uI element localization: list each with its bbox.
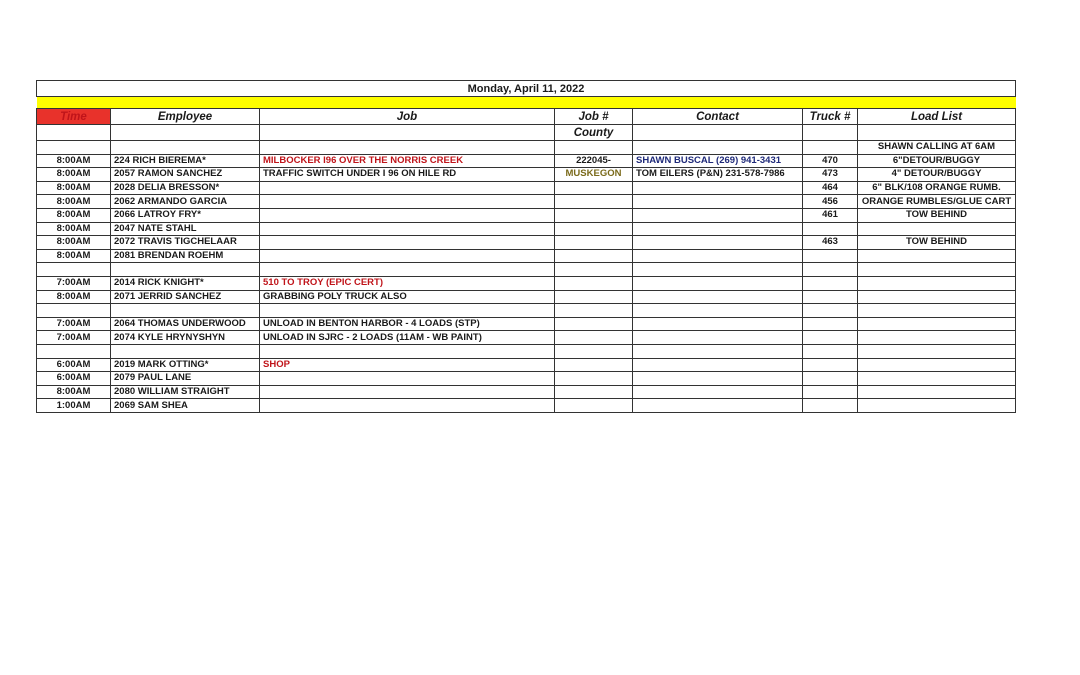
job-number-cell [555,358,633,372]
load-list-cell: TOW BEHIND [858,208,1016,222]
time-column-header: Time [37,109,111,125]
job-number-cell [555,263,633,277]
empty-cell [260,125,555,141]
schedule-row [37,154,1016,168]
truck-number-cell [803,331,858,345]
empty-cell [803,125,858,141]
schedule-row [37,385,1016,399]
schedule-row [37,399,1016,413]
truck-number-cell: 470 [803,154,858,168]
job-number-cell [555,276,633,290]
contact-cell: TOM EILERS (P&N) 231-578-7986 [633,168,803,182]
employee-cell [111,304,260,318]
job-cell [260,249,555,263]
employee-cell: 2064 THOMAS UNDERWOOD [111,317,260,331]
contact-column-header: Contact [633,109,803,125]
contact-cell [633,304,803,318]
schedule-row [37,344,1016,358]
truck-number-cell [803,317,858,331]
time-cell: 8:00AM [37,168,111,182]
yellow-highlight-band [37,97,1016,109]
job-number-cell [555,181,633,195]
load-list-cell [858,263,1016,277]
contact-cell [633,195,803,209]
truck-number-cell [803,372,858,386]
schedule-row [37,372,1016,386]
employee-cell: 2080 WILLIAM STRAIGHT [111,385,260,399]
empty-cell [633,125,803,141]
job-cell: MILBOCKER I96 OVER THE NORRIS CREEK [260,154,555,168]
load-list-cell [858,222,1016,236]
time-cell: 8:00AM [37,236,111,250]
load-list-cell: 4" DETOUR/BUGGY [858,168,1016,182]
job-cell [260,141,555,155]
employee-cell [111,344,260,358]
time-cell: 8:00AM [37,208,111,222]
job-cell: TRAFFIC SWITCH UNDER I 96 ON HILE RD [260,168,555,182]
truck-number-cell: 456 [803,195,858,209]
time-cell: 7:00AM [37,276,111,290]
job-number-cell: MUSKEGON [555,168,633,182]
employee-cell: 224 RICH BIEREMA* [111,154,260,168]
time-cell [37,344,111,358]
schedule-row [37,276,1016,290]
empty-cell [37,125,111,141]
schedule-row [37,304,1016,318]
load-list-cell: 6" BLK/108 ORANGE RUMB. [858,181,1016,195]
contact-cell [633,372,803,386]
employee-cell: 2072 TRAVIS TIGCHELAAR [111,236,260,250]
employee-cell: 2047 NATE STAHL [111,222,260,236]
time-cell [37,304,111,318]
load-list-cell [858,358,1016,372]
truck-number-cell: 461 [803,208,858,222]
time-cell: 6:00AM [37,372,111,386]
load-list-cell [858,399,1016,413]
empty-cell [111,125,260,141]
job-number-cell [555,141,633,155]
time-cell: 8:00AM [37,222,111,236]
employee-cell: 2014 RICK KNIGHT* [111,276,260,290]
contact-cell [633,236,803,250]
load-list-cell [858,372,1016,386]
contact-cell [633,263,803,277]
job-cell [260,385,555,399]
truck-number-cell [803,276,858,290]
schedule-row [37,249,1016,263]
load-list-cell [858,290,1016,304]
schedule-row [37,208,1016,222]
schedule-row [37,331,1016,345]
job-number-cell [555,195,633,209]
job-number-column-header: Job # [555,109,633,125]
schedule-row [37,141,1016,155]
load-list-cell [858,344,1016,358]
employee-cell [111,263,260,277]
time-cell: 8:00AM [37,195,111,209]
employee-cell: 2079 PAUL LANE [111,372,260,386]
job-number-cell [555,290,633,304]
truck-number-cell [803,290,858,304]
contact-cell [633,317,803,331]
contact-cell [633,141,803,155]
job-cell [260,372,555,386]
job-number-cell [555,385,633,399]
load-list-cell: SHAWN CALLING AT 6AM [858,141,1016,155]
load-list-column-header: Load List [858,109,1016,125]
time-cell: 8:00AM [37,290,111,304]
load-list-cell: TOW BEHIND [858,236,1016,250]
truck-number-cell [803,222,858,236]
job-number-cell: 222045- [555,154,633,168]
employee-cell [111,141,260,155]
employee-cell: 2028 DELIA BRESSON* [111,181,260,195]
truck-number-cell: 463 [803,236,858,250]
schedule-row [37,195,1016,209]
truck-number-cell [803,344,858,358]
job-number-cell [555,208,633,222]
employee-cell: 2019 MARK OTTING* [111,358,260,372]
contact-cell [633,399,803,413]
schedule-date-title: Monday, April 11, 2022 [37,81,1016,97]
employee-cell: 2066 LATROY FRY* [111,208,260,222]
truck-number-cell: 473 [803,168,858,182]
time-cell [37,141,111,155]
contact-cell [633,290,803,304]
job-cell [260,181,555,195]
employee-cell: 2074 KYLE HRYNYSHYN [111,331,260,345]
job-number-cell [555,317,633,331]
contact-cell [633,385,803,399]
truck-number-cell [803,249,858,263]
truck-number-cell [803,399,858,413]
job-number-cell [555,344,633,358]
truck-number-cell [803,263,858,277]
job-cell [260,195,555,209]
contact-cell [633,208,803,222]
contact-cell [633,331,803,345]
load-list-cell [858,317,1016,331]
job-cell: UNLOAD IN BENTON HARBOR - 4 LOADS (STP) [260,317,555,331]
schedule-row [37,263,1016,277]
truck-number-cell: 464 [803,181,858,195]
employee-cell: 2081 BRENDAN ROEHM [111,249,260,263]
job-number-cell [555,331,633,345]
load-list-cell: ORANGE RUMBLES/GLUE CART [858,195,1016,209]
contact-cell [633,276,803,290]
time-cell: 7:00AM [37,317,111,331]
load-list-cell [858,331,1016,345]
time-cell: 8:00AM [37,154,111,168]
truck-column-header: Truck # [803,109,858,125]
truck-number-cell [803,385,858,399]
job-number-cell [555,249,633,263]
employee-cell: 2062 ARMANDO GARCIA [111,195,260,209]
contact-cell [633,249,803,263]
job-cell [260,399,555,413]
job-cell: UNLOAD IN SJRC - 2 LOADS (11AM - WB PAINT) [260,331,555,345]
employee-cell: 2057 RAMON SANCHEZ [111,168,260,182]
truck-number-cell [803,141,858,155]
job-cell [260,263,555,277]
load-list-cell [858,249,1016,263]
job-number-cell [555,399,633,413]
time-cell: 8:00AM [37,181,111,195]
job-number-cell [555,304,633,318]
schedule-row [37,317,1016,331]
schedule-row [37,358,1016,372]
schedule-row [37,222,1016,236]
time-cell: 8:00AM [37,249,111,263]
load-list-cell [858,385,1016,399]
job-cell [260,208,555,222]
schedule-table [36,80,1016,413]
empty-cell [858,125,1016,141]
job-cell [260,236,555,250]
time-cell: 8:00AM [37,385,111,399]
load-list-cell [858,304,1016,318]
time-cell: 6:00AM [37,358,111,372]
contact-cell [633,181,803,195]
employee-column-header: Employee [111,109,260,125]
job-number-cell [555,372,633,386]
truck-number-cell [803,358,858,372]
contact-cell: SHAWN BUSCAL (269) 941-3431 [633,154,803,168]
schedule-row [37,236,1016,250]
schedule-row [37,181,1016,195]
truck-number-cell [803,304,858,318]
employee-cell: 2069 SAM SHEA [111,399,260,413]
job-cell: SHOP [260,358,555,372]
time-cell: 7:00AM [37,331,111,345]
county-column-header: County [555,125,633,141]
job-number-cell [555,236,633,250]
time-cell [37,263,111,277]
contact-cell [633,344,803,358]
job-number-cell [555,222,633,236]
contact-cell [633,358,803,372]
job-cell: GRABBING POLY TRUCK ALSO [260,290,555,304]
time-cell: 1:00AM [37,399,111,413]
job-cell [260,222,555,236]
load-list-cell [858,276,1016,290]
job-cell [260,344,555,358]
contact-cell [633,222,803,236]
job-cell: 510 TO TROY (EPIC CERT) [260,276,555,290]
job-column-header: Job [260,109,555,125]
load-list-cell: 6"DETOUR/BUGGY [858,154,1016,168]
employee-cell: 2071 JERRID SANCHEZ [111,290,260,304]
schedule-row [37,290,1016,304]
schedule-row [37,168,1016,182]
job-cell [260,304,555,318]
